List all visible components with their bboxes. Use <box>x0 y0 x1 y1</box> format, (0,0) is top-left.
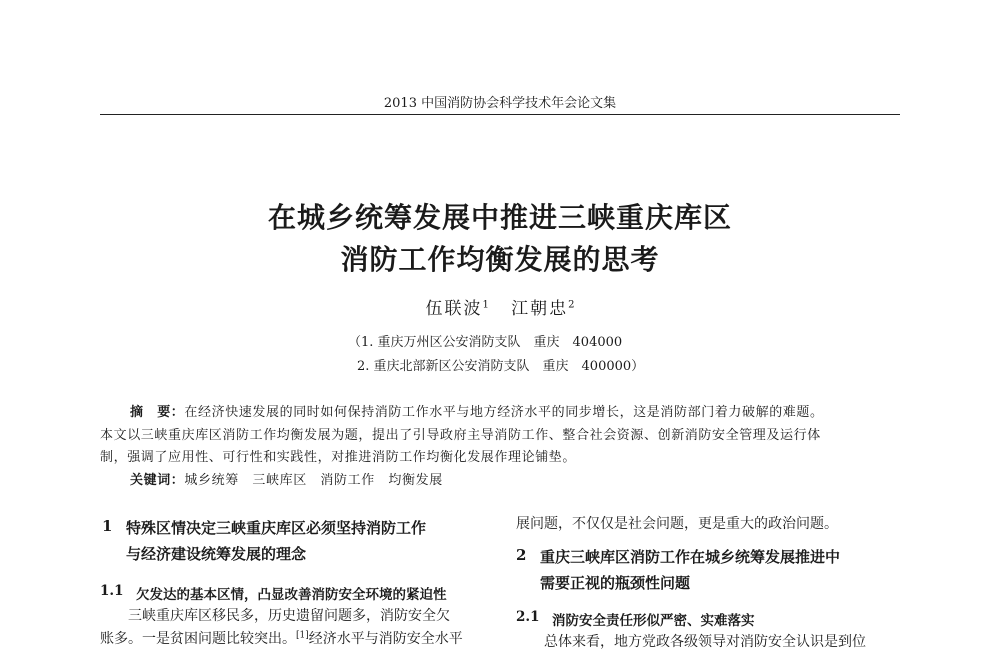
section-2-heading-line-1: 重庆三峡库区消防工作在城乡统筹发展推进中 <box>540 548 841 566</box>
author-affil-mark: 1 <box>482 299 489 311</box>
title-line-2: 消防工作均衡发展的思考 <box>340 243 660 276</box>
right-paragraph-line-0: 展问题，不仅仅是社会问题，更是重大的政治问题。 <box>516 516 838 532</box>
abstract-label: 摘 要： <box>130 405 185 420</box>
section-2-heading-line-2: 需要正视的瓶颈性问题 <box>540 574 691 592</box>
abstract-line-3: 制，强调了应用性、可行性和实践性，对推进消防工作均衡化发展作理论铺垫。 <box>100 450 577 465</box>
left-text: 经济水平与消防安全水平 <box>308 631 463 647</box>
abstract-line-1 <box>130 401 824 420</box>
header-rule <box>100 114 900 115</box>
subsection-2-1-number: 2.1 <box>516 609 540 625</box>
citation-ref: [1] <box>296 630 309 641</box>
subsection-2-1-title: 消防安全责任形似严密、实难落实 <box>552 613 755 629</box>
left-paragraph-line-2 <box>100 628 463 648</box>
author-name: 伍联波 <box>425 299 483 319</box>
left-text: 账多。一是贫困问题比较突出。 <box>100 631 296 647</box>
section-1-heading-line-1: 特殊区情决定三峡重庆库区必须坚持消防工作 <box>126 519 427 537</box>
title-line-1: 在城乡统筹发展中推进三峡重庆库区 <box>267 201 732 234</box>
keywords <box>130 469 443 488</box>
running-header: 2013 中国消防协会科学技术年会论文集 <box>383 96 617 111</box>
author-affil-mark: 2 <box>568 299 575 311</box>
section-2-number: 2 <box>516 546 527 564</box>
section-1-heading-line-2: 与经济建设统筹发展的理念 <box>126 545 307 563</box>
subsection-1-1-title: 欠发达的基本区情，凸显改善消防安全环境的紧迫性 <box>136 587 447 603</box>
authors <box>0 294 1000 319</box>
section-1-number: 1 <box>102 517 113 535</box>
keywords-label: 关键词： <box>130 473 185 488</box>
affiliation-1: （1. 重庆万州区公安消防支队 重庆 404000 <box>348 335 623 350</box>
subsection-1-1-number: 1.1 <box>100 583 124 599</box>
keywords-text: 城乡统筹 三峡库区 消防工作 均衡发展 <box>184 473 443 488</box>
abstract-line-2: 本文以三峡重庆库区消防工作均衡发展为题，提出了引导政府主导消防工作、整合社会资源、创新消防安全管理及运行体 <box>100 428 821 443</box>
right-paragraph-line-1: 总体来看，地方党政各级领导对消防安全认识是到位 <box>544 634 866 650</box>
abstract-text: 在经济快速发展的同时如何保持消防工作水平与地方经济水平的同步增长，这是消防部门着力破解的难题。 <box>184 405 824 420</box>
author-name: 江朝忠 <box>511 299 569 319</box>
left-paragraph-line-1: 三峡重庆库区移民多，历史遗留问题多，消防安全欠 <box>128 608 450 624</box>
affiliation-2: 2. 重庆北部新区公安消防支队 重庆 400000） <box>357 359 645 374</box>
